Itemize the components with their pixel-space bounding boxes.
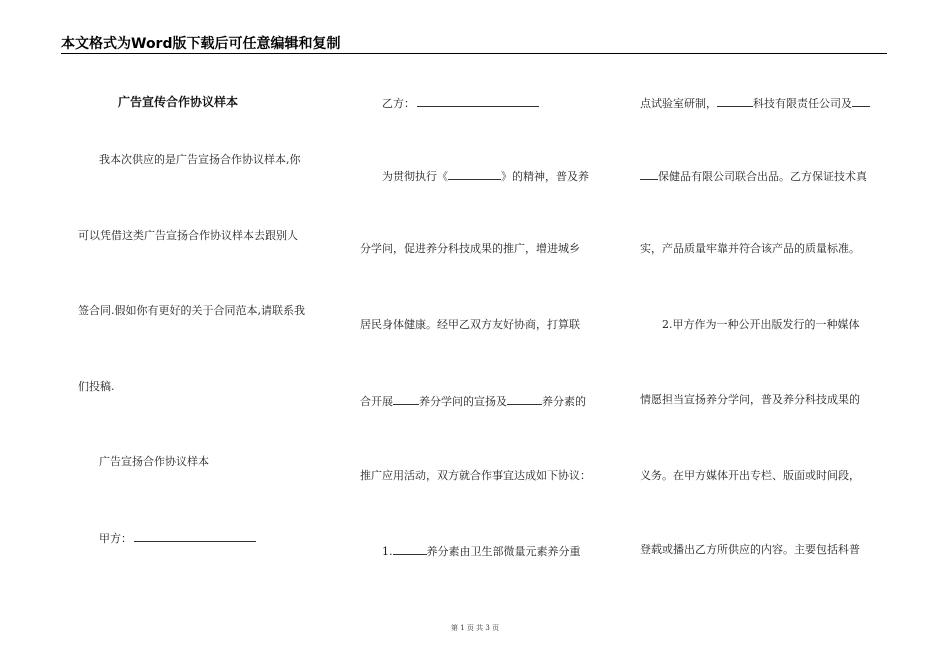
paragraph-line: 登载或播出乙方所供应的内容。主要包括科普 — [640, 543, 860, 556]
paragraph-line — [640, 168, 867, 184]
paragraph-line — [382, 543, 581, 559]
party-b-line — [382, 95, 539, 111]
page-footer: 第 1 页 共 3 页 — [450, 624, 500, 632]
paragraph-line: 实，产品质量牢靠并符合该产品的质量标准。 — [640, 242, 860, 255]
paragraph-line: 签合同.假如你有更好的关于合同范本,请联系我 — [78, 304, 305, 317]
text-segment: 保健品有限公司联合出品。乙方保证技术真 — [658, 170, 867, 183]
text-segment: 点试验室研制， — [640, 97, 717, 110]
party-b-blank — [417, 95, 539, 107]
fill-blank — [852, 95, 870, 107]
section-subtitle: 广告宣扬合作协议样本 — [99, 455, 209, 468]
party-a-label: 甲方： — [99, 532, 132, 545]
paragraph-line: 推广应用活动，双方就合作事宜达成如下协议： — [360, 469, 591, 482]
paragraph-line: 2.甲方作为一种公开出版发行的一种媒体 — [662, 318, 860, 331]
text-segment: 养分素由卫生部微量元素养分重 — [426, 545, 581, 558]
paragraph-line: 居民身体健康。经甲乙双方友好协商，打算联 — [360, 318, 580, 331]
document-title: 广告宣传合作协议样本 — [118, 95, 239, 109]
paragraph-line: 义务。在甲方媒体开出专栏、版面或时间段， — [640, 469, 860, 482]
paragraph-line — [360, 393, 586, 409]
text-segment: 科技有限责任公司及 — [753, 97, 852, 110]
text-segment: 为贯彻执行《 — [382, 170, 448, 183]
text-segment: 1. — [382, 545, 393, 558]
document-header-title: 本文格式为Word版下载后可任意编辑和复制 — [61, 36, 341, 52]
paragraph-line — [640, 95, 870, 111]
party-a-blank — [134, 530, 256, 542]
header-divider — [61, 53, 887, 54]
paragraph-line — [382, 168, 589, 184]
paragraph-line: 们投稿. — [78, 380, 115, 393]
party-a-line — [99, 530, 256, 546]
text-segment: 养分素的 — [542, 395, 586, 408]
paragraph-line: 可以凭借这类广告宣扬合作协议样本去跟别人 — [78, 229, 298, 242]
party-b-label: 乙方： — [382, 97, 415, 110]
fill-blank — [448, 168, 501, 180]
fill-blank — [393, 393, 419, 405]
fill-blank — [717, 95, 753, 107]
fill-blank — [507, 393, 542, 405]
text-segment: 合开展 — [360, 395, 393, 408]
text-segment: 养分学问的宣扬及 — [419, 395, 507, 408]
fill-blank — [640, 168, 658, 180]
paragraph-line: 情愿担当宣扬养分学问，普及养分科技成果的 — [640, 393, 860, 406]
fill-blank — [393, 543, 427, 555]
paragraph-line: 分学问，促进养分科技成果的推广，增进城乡 — [360, 242, 580, 255]
paragraph-line: 我本次供应的是广告宣扬合作协议样本,你 — [99, 153, 301, 166]
text-segment: 》的精神，普及养 — [501, 170, 589, 183]
